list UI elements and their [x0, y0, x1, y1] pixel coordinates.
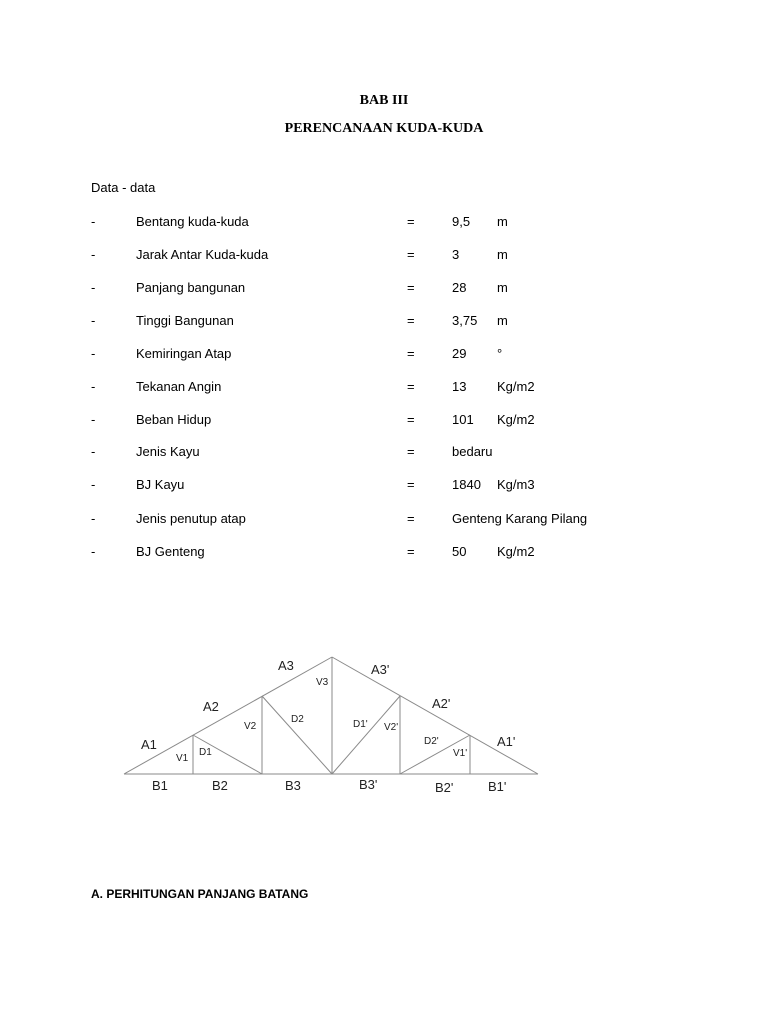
data-row [0, 477, 768, 497]
row-label: Panjang bangunan [136, 280, 246, 295]
label-v3: V3 [316, 677, 329, 688]
data-row [0, 214, 768, 234]
row-value: 3,75 [452, 313, 478, 328]
label-a2-prime: A2' [432, 696, 451, 711]
data-row [0, 544, 768, 564]
member-d2 [262, 696, 332, 774]
row-label: Bentang kuda-kuda [136, 214, 249, 229]
row-label: Jarak Antar Kuda-kuda [136, 247, 269, 262]
member-d1-prime [332, 696, 400, 774]
label-b3-prime: B3' [359, 777, 378, 792]
row-value: 29 [452, 346, 467, 361]
label-a3: A3 [278, 658, 294, 673]
label-a3-prime: A3' [371, 662, 390, 677]
data-row [0, 346, 768, 366]
data-row [0, 412, 768, 432]
row-equals: = [407, 444, 415, 459]
row-bullet: - [91, 412, 96, 427]
row-bullet: - [91, 379, 96, 394]
chapter-heading: BAB III [359, 93, 409, 108]
row-label: Beban Hidup [136, 412, 212, 427]
row-unit: Kg/m2 [497, 544, 535, 559]
label-d2: D2 [291, 714, 304, 725]
row-equals: = [407, 313, 415, 328]
row-label: BJ Kayu [136, 477, 185, 492]
row-value: Genteng Karang Pilang [452, 511, 588, 526]
row-bullet: - [91, 511, 96, 526]
label-b1-prime: B1' [488, 779, 507, 794]
row-bullet: - [91, 247, 96, 262]
label-b3: B3 [285, 778, 301, 793]
data-row [0, 280, 768, 300]
row-bullet: - [91, 544, 96, 559]
label-d1-prime: D1' [353, 719, 368, 730]
data-row [0, 247, 768, 267]
label-b1: B1 [152, 778, 168, 793]
data-row [0, 313, 768, 333]
row-label: Kemiringan Atap [136, 346, 232, 361]
chapter-title: PERENCANAAN KUDA-KUDA [284, 121, 484, 136]
row-value: 28 [452, 280, 467, 295]
row-unit: m [497, 280, 508, 295]
row-value: bedaru [452, 444, 493, 459]
section-heading-a: A. PERHITUNGAN PANJANG BATANG [91, 887, 309, 901]
right-rafter [332, 657, 538, 774]
row-equals: = [407, 477, 415, 492]
label-a2: A2 [203, 699, 219, 714]
label-a1: A1 [141, 737, 157, 752]
label-a1-prime: A1' [497, 734, 516, 749]
row-value: 3 [452, 247, 460, 262]
row-unit: ° [497, 346, 503, 361]
row-equals: = [407, 346, 415, 361]
row-value: 9,5 [452, 214, 471, 229]
roof-truss-diagram [110, 645, 560, 805]
row-bullet: - [91, 214, 96, 229]
label-v2-prime: V2' [384, 722, 399, 733]
row-bullet: - [91, 313, 96, 328]
row-bullet: - [91, 444, 96, 459]
label-d2-prime: D2' [424, 736, 439, 747]
row-bullet: - [91, 280, 96, 295]
data-row [0, 511, 768, 531]
label-v2: V2 [244, 721, 257, 732]
row-label: Jenis penutup atap [136, 511, 246, 526]
row-value: 13 [452, 379, 467, 394]
row-value: 50 [452, 544, 467, 559]
row-value: 101 [452, 412, 474, 427]
label-d1: D1 [199, 747, 212, 758]
data-row [0, 444, 768, 464]
row-bullet: - [91, 346, 96, 361]
row-equals: = [407, 214, 415, 229]
data-row [0, 379, 768, 399]
row-equals: = [407, 379, 415, 394]
row-unit: Kg/m3 [497, 477, 535, 492]
row-equals: = [407, 280, 415, 295]
row-label: Tinggi Bangunan [136, 313, 234, 328]
row-label: Tekanan Angin [136, 379, 222, 394]
row-equals: = [407, 247, 415, 262]
row-label: Jenis Kayu [136, 444, 200, 459]
row-equals: = [407, 544, 415, 559]
row-bullet: - [91, 477, 96, 492]
row-unit: m [497, 247, 508, 262]
row-unit: m [497, 214, 508, 229]
label-b2-prime: B2' [435, 780, 454, 795]
row-unit: Kg/m2 [497, 379, 535, 394]
row-label: BJ Genteng [136, 544, 205, 559]
row-equals: = [407, 511, 415, 526]
label-v1: V1 [176, 753, 189, 764]
data-intro: Data - data [91, 180, 156, 195]
row-equals: = [407, 412, 415, 427]
row-unit: m [497, 313, 508, 328]
row-value: 1840 [452, 477, 481, 492]
label-b2: B2 [212, 778, 228, 793]
row-unit: Kg/m2 [497, 412, 535, 427]
label-v1-prime: V1' [453, 748, 468, 759]
